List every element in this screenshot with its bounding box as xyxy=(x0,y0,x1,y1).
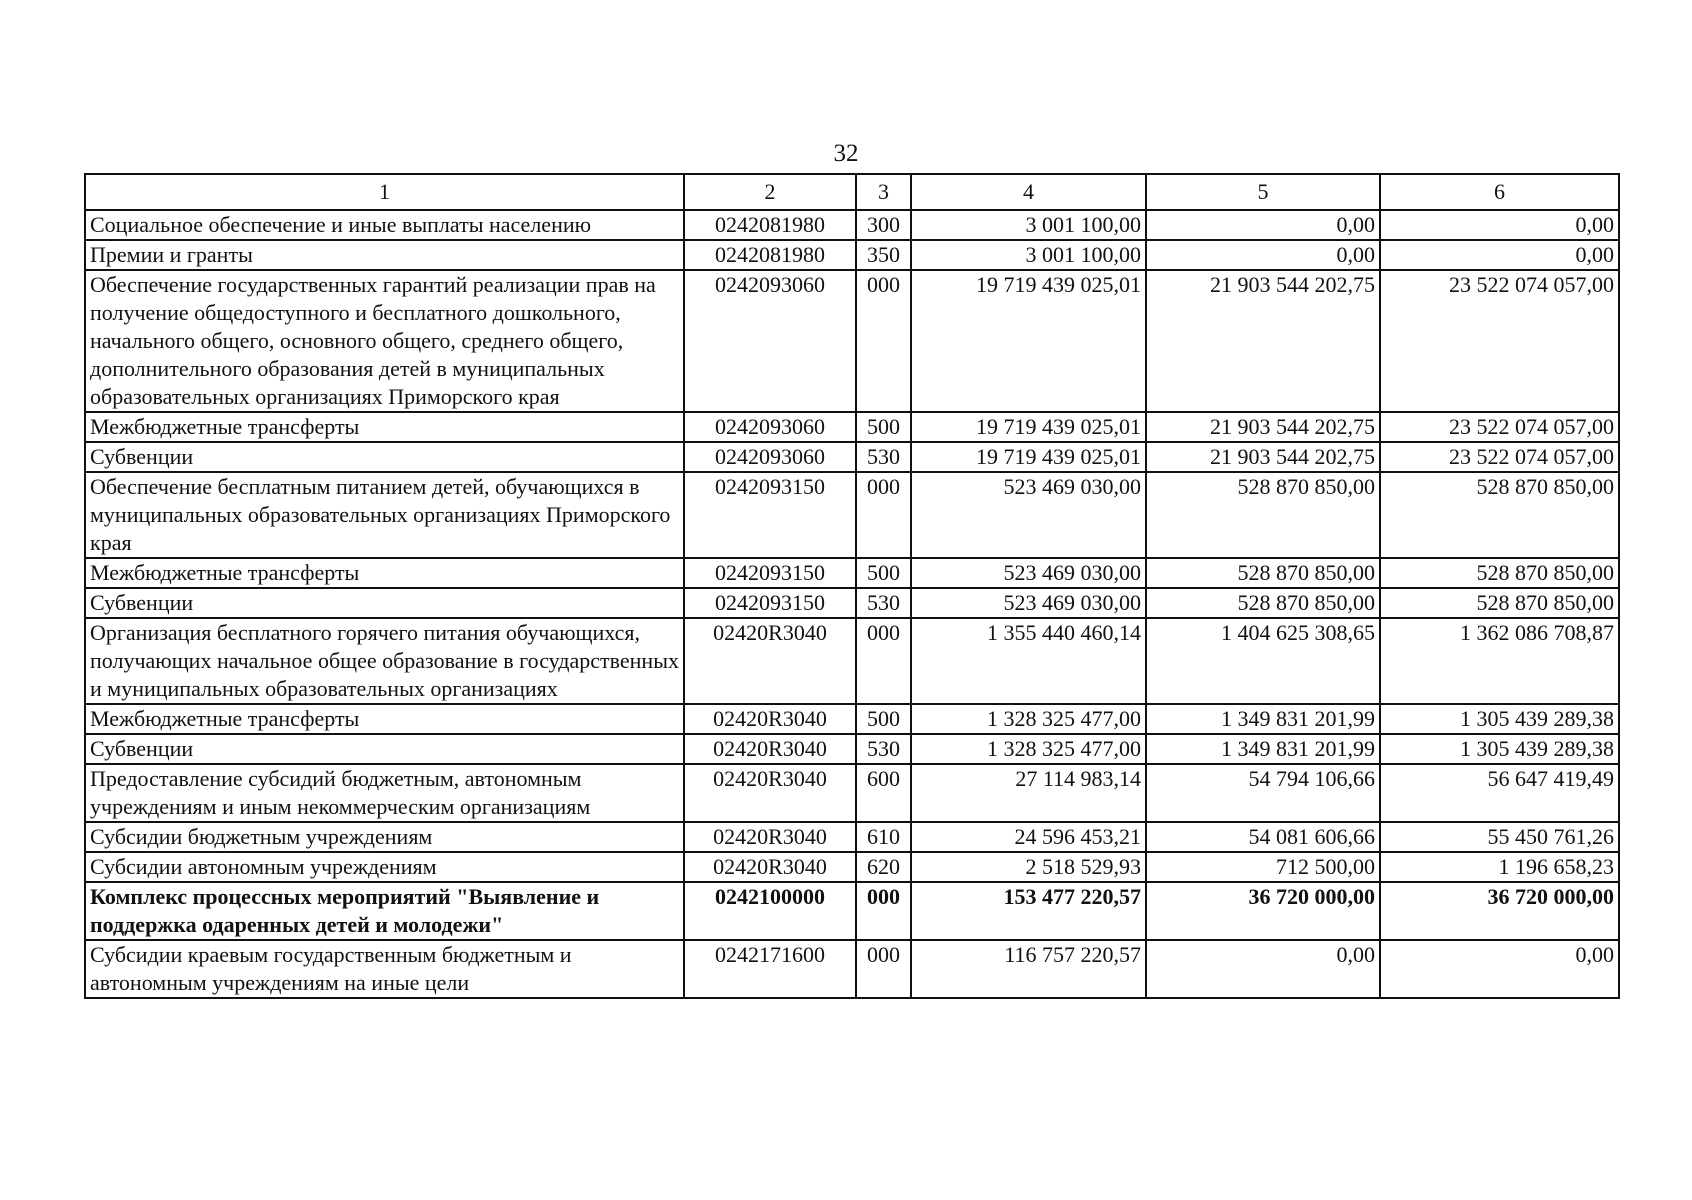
cell-name: Межбюджетные трансферты xyxy=(85,704,684,734)
table-row xyxy=(85,210,1619,240)
cell-expense-type: 530 xyxy=(856,734,911,764)
table-row xyxy=(85,442,1619,472)
table-row xyxy=(85,472,1619,558)
cell-expense-type: 300 xyxy=(856,210,911,240)
cell-target-code: 0242081980 xyxy=(684,240,856,270)
cell-name: Предоставление субсидий бюджетным, автономным учреждениям и иным некоммерческим организациям xyxy=(85,764,684,822)
cell-amount-col4: 1 328 325 477,00 xyxy=(911,704,1146,734)
cell-name: Субсидии автономным учреждениям xyxy=(85,852,684,882)
page-number: 32 xyxy=(833,140,859,167)
cell-expense-type: 500 xyxy=(856,704,911,734)
header-col-2: 2 xyxy=(684,174,856,210)
table-row xyxy=(85,704,1619,734)
table-row xyxy=(85,764,1619,822)
cell-expense-type: 000 xyxy=(856,940,911,998)
table-row xyxy=(85,558,1619,588)
cell-amount-col5: 21 903 544 202,75 xyxy=(1146,412,1380,442)
cell-amount-col6: 1 362 086 708,87 xyxy=(1380,618,1619,704)
cell-target-code: 0242093150 xyxy=(684,558,856,588)
budget-table xyxy=(84,173,1620,999)
cell-amount-col4: 1 355 440 460,14 xyxy=(911,618,1146,704)
cell-amount-col5: 528 870 850,00 xyxy=(1146,588,1380,618)
cell-amount-col4: 523 469 030,00 xyxy=(911,472,1146,558)
cell-target-code: 0242100000 xyxy=(684,882,856,940)
table-body xyxy=(85,210,1619,998)
cell-amount-col6: 36 720 000,00 xyxy=(1380,882,1619,940)
cell-amount-col5: 528 870 850,00 xyxy=(1146,472,1380,558)
cell-target-code: 02420R3040 xyxy=(684,822,856,852)
cell-target-code: 02420R3040 xyxy=(684,704,856,734)
cell-expense-type: 620 xyxy=(856,852,911,882)
cell-amount-col6: 0,00 xyxy=(1380,940,1619,998)
cell-expense-type: 000 xyxy=(856,618,911,704)
cell-amount-col4: 153 477 220,57 xyxy=(911,882,1146,940)
cell-amount-col5: 0,00 xyxy=(1146,940,1380,998)
cell-amount-col5: 21 903 544 202,75 xyxy=(1146,442,1380,472)
cell-expense-type: 000 xyxy=(856,472,911,558)
table-row xyxy=(85,412,1619,442)
header-col-3: 3 xyxy=(856,174,911,210)
cell-name: Обеспечение государственных гарантий реализации прав на получение общедоступного и бесплатного дошкольного, начального общего, основного общего, среднего общего, дополнительного образования детей в муниципальных образовательных организациях Приморского края xyxy=(85,270,684,412)
cell-amount-col5: 712 500,00 xyxy=(1146,852,1380,882)
cell-target-code: 0242093150 xyxy=(684,472,856,558)
cell-name: Субсидии краевым государственным бюджетным и автономным учреждениям на иные цели xyxy=(85,940,684,998)
cell-amount-col6: 56 647 419,49 xyxy=(1380,764,1619,822)
cell-amount-col4: 19 719 439 025,01 xyxy=(911,270,1146,412)
cell-amount-col5: 0,00 xyxy=(1146,210,1380,240)
cell-amount-col4: 1 328 325 477,00 xyxy=(911,734,1146,764)
cell-amount-col5: 54 794 106,66 xyxy=(1146,764,1380,822)
table-row xyxy=(85,270,1619,412)
cell-amount-col5: 54 081 606,66 xyxy=(1146,822,1380,852)
cell-expense-type: 000 xyxy=(856,882,911,940)
header-col-5: 5 xyxy=(1146,174,1380,210)
cell-amount-col6: 23 522 074 057,00 xyxy=(1380,412,1619,442)
cell-name: Социальное обеспечение и иные выплаты населению xyxy=(85,210,684,240)
cell-amount-col4: 24 596 453,21 xyxy=(911,822,1146,852)
table-row xyxy=(85,852,1619,882)
cell-target-code: 02420R3040 xyxy=(684,734,856,764)
cell-name: Межбюджетные трансферты xyxy=(85,558,684,588)
cell-expense-type: 600 xyxy=(856,764,911,822)
cell-target-code: 0242171600 xyxy=(684,940,856,998)
cell-name: Субвенции xyxy=(85,734,684,764)
cell-expense-type: 000 xyxy=(856,270,911,412)
table-header xyxy=(85,174,1619,210)
cell-target-code: 02420R3040 xyxy=(684,764,856,822)
cell-amount-col5: 1 349 831 201,99 xyxy=(1146,704,1380,734)
table-row xyxy=(85,734,1619,764)
cell-amount-col5: 528 870 850,00 xyxy=(1146,558,1380,588)
cell-amount-col4: 523 469 030,00 xyxy=(911,558,1146,588)
cell-amount-col4: 2 518 529,93 xyxy=(911,852,1146,882)
cell-amount-col6: 1 305 439 289,38 xyxy=(1380,734,1619,764)
cell-target-code: 0242093060 xyxy=(684,270,856,412)
cell-amount-col5: 1 404 625 308,65 xyxy=(1146,618,1380,704)
cell-name: Премии и гранты xyxy=(85,240,684,270)
cell-name: Субвенции xyxy=(85,442,684,472)
cell-name: Организация бесплатного горячего питания обучающихся, получающих начальное общее образование в государственных и муниципальных образовательных организациях xyxy=(85,618,684,704)
cell-amount-col4: 27 114 983,14 xyxy=(911,764,1146,822)
cell-amount-col5: 21 903 544 202,75 xyxy=(1146,270,1380,412)
cell-amount-col6: 528 870 850,00 xyxy=(1380,588,1619,618)
cell-amount-col4: 3 001 100,00 xyxy=(911,240,1146,270)
cell-amount-col6: 1 196 658,23 xyxy=(1380,852,1619,882)
cell-amount-col6: 0,00 xyxy=(1380,240,1619,270)
cell-amount-col6: 528 870 850,00 xyxy=(1380,472,1619,558)
cell-expense-type: 530 xyxy=(856,442,911,472)
cell-target-code: 0242093060 xyxy=(684,412,856,442)
table-row xyxy=(85,618,1619,704)
cell-name: Межбюджетные трансферты xyxy=(85,412,684,442)
table-row xyxy=(85,588,1619,618)
table-row xyxy=(85,882,1619,940)
header-col-1: 1 xyxy=(85,174,684,210)
cell-amount-col5: 36 720 000,00 xyxy=(1146,882,1380,940)
cell-target-code: 0242093150 xyxy=(684,588,856,618)
cell-expense-type: 530 xyxy=(856,588,911,618)
cell-expense-type: 500 xyxy=(856,412,911,442)
cell-amount-col5: 0,00 xyxy=(1146,240,1380,270)
cell-expense-type: 610 xyxy=(856,822,911,852)
cell-target-code: 0242081980 xyxy=(684,210,856,240)
cell-amount-col6: 55 450 761,26 xyxy=(1380,822,1619,852)
cell-amount-col6: 528 870 850,00 xyxy=(1380,558,1619,588)
table-row xyxy=(85,240,1619,270)
cell-amount-col4: 19 719 439 025,01 xyxy=(911,412,1146,442)
cell-amount-col6: 0,00 xyxy=(1380,210,1619,240)
cell-amount-col6: 23 522 074 057,00 xyxy=(1380,270,1619,412)
cell-name: Субвенции xyxy=(85,588,684,618)
cell-amount-col5: 1 349 831 201,99 xyxy=(1146,734,1380,764)
header-col-6: 6 xyxy=(1380,174,1619,210)
header-row xyxy=(85,174,1619,210)
cell-expense-type: 500 xyxy=(856,558,911,588)
header-col-4: 4 xyxy=(911,174,1146,210)
cell-amount-col4: 3 001 100,00 xyxy=(911,210,1146,240)
cell-name: Субсидии бюджетным учреждениям xyxy=(85,822,684,852)
cell-target-code: 0242093060 xyxy=(684,442,856,472)
cell-target-code: 02420R3040 xyxy=(684,852,856,882)
cell-name: Обеспечение бесплатным питанием детей, обучающихся в муниципальных образовательных организациях Приморского края xyxy=(85,472,684,558)
cell-amount-col4: 116 757 220,57 xyxy=(911,940,1146,998)
cell-amount-col6: 23 522 074 057,00 xyxy=(1380,442,1619,472)
cell-amount-col6: 1 305 439 289,38 xyxy=(1380,704,1619,734)
table-row xyxy=(85,822,1619,852)
cell-amount-col4: 19 719 439 025,01 xyxy=(911,442,1146,472)
table-row xyxy=(85,940,1619,998)
cell-expense-type: 350 xyxy=(856,240,911,270)
cell-amount-col4: 523 469 030,00 xyxy=(911,588,1146,618)
cell-target-code: 02420R3040 xyxy=(684,618,856,704)
cell-name: Комплекс процессных мероприятий "Выявление и поддержка одаренных детей и молодежи" xyxy=(85,882,684,940)
